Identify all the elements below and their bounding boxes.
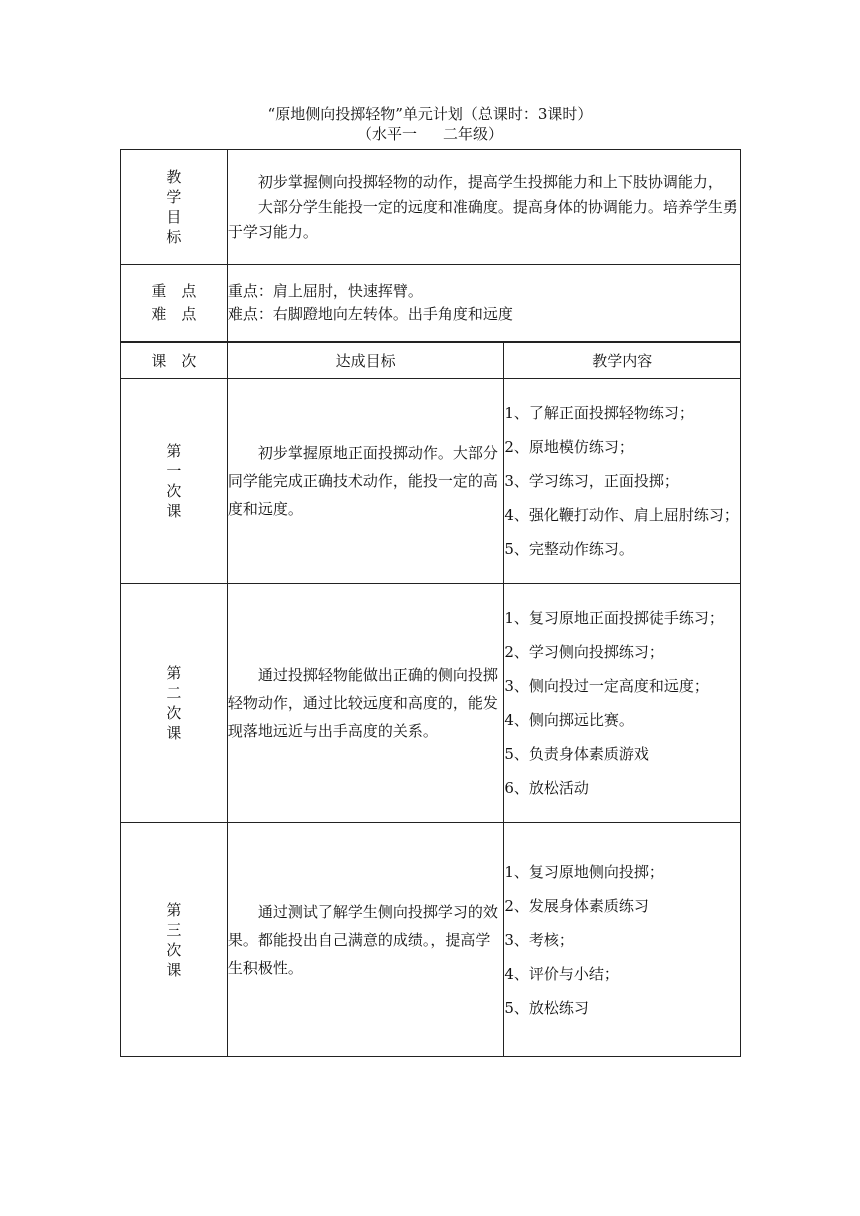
lesson-2-goal: 通过投掷轻物能做出正确的侧向投掷轻物动作，通过比较远度和高度的，能发现落地远近与出手高度的关系。	[227, 666, 498, 740]
lesson-3-item-3: 3、考核；	[504, 930, 574, 949]
lesson-2-item-3: 3、侧向投过一定高度和远度；	[504, 677, 709, 695]
lesson-3-item-1: 1、复习原地侧向投掷；	[504, 862, 664, 881]
lesson-row-3	[121, 823, 741, 1057]
objectives-paragraph-2: 大部分学生能投一定的远度和准确度。提高身体的协调能力。培养学生勇于学习能力。	[227, 197, 738, 241]
lesson-1-content-cell	[504, 379, 741, 584]
lesson-3-goal-cell	[227, 823, 504, 1057]
key-points-label-cell	[121, 265, 228, 342]
key-point-label: 重 点	[151, 282, 197, 300]
key-points-row	[121, 265, 741, 342]
key-point-text: 重点：肩上屈肘，快速挥臂。	[227, 282, 423, 300]
lesson-1-goal: 初步掌握原地正面投掷动作。大部分同学能完成正确技术动作，能投一定的高度和远度。	[227, 444, 498, 518]
lesson-3-item-5: 5、放松练习	[504, 998, 589, 1017]
lesson-3-item-2: 2、发展身体素质练习	[504, 896, 649, 915]
header-content: 教学内容	[504, 343, 741, 379]
lesson-row-2	[121, 584, 741, 823]
subtitle-level: （水平一	[356, 125, 417, 143]
key-points-cell	[227, 265, 740, 342]
lesson-1-item-3: 3、学习练习，正面投掷；	[504, 472, 679, 490]
lesson-2-label-cell	[121, 584, 228, 823]
objectives-row	[121, 150, 741, 265]
objectives-label-cell	[121, 150, 228, 265]
lesson-1-item-1: 1、了解正面投掷轻物练习；	[504, 404, 694, 422]
header-goal: 达成目标	[227, 343, 504, 379]
lesson-1-goal-cell	[227, 379, 504, 584]
difficulty-label: 难 点	[151, 305, 197, 323]
lesson-1-item-4: 4、强化鞭打动作、肩上屈肘练习；	[504, 506, 739, 524]
lesson-3-label-cell	[121, 823, 228, 1057]
lesson-table-header	[121, 343, 741, 379]
lesson-table	[120, 342, 741, 1057]
header-lesson: 课 次	[121, 343, 228, 379]
document-subtitle	[0, 124, 860, 144]
lesson-2-item-1: 1、复习原地正面投掷徒手练习；	[504, 609, 724, 627]
objectives-cell	[227, 150, 740, 265]
objectives-paragraph-1: 初步掌握侧向投掷轻物的动作，提高学生投掷能力和上下肢协调能力，	[257, 172, 723, 191]
lesson-1-item-5: 5、完整动作练习。	[504, 540, 634, 558]
lesson-2-label: 第 二 次 课	[166, 664, 182, 742]
document-title: “原地侧向投掷轻物”单元计划（总课时：3课时）	[267, 105, 593, 123]
plan-header-table	[120, 149, 741, 342]
objectives-label: 教 学 目 标	[166, 168, 182, 246]
difficulty-text: 难点：右脚蹬地向左转体。出手角度和远度	[227, 305, 513, 323]
lesson-3-goal: 通过测试了解学生侧向投掷学习的效果。都能投出自己满意的成绩。，提高学生积极性。	[227, 902, 498, 977]
lesson-1-label-cell	[121, 379, 228, 584]
lesson-row-1	[121, 379, 741, 584]
lesson-1-label: 第 一 次 课	[166, 442, 182, 520]
lesson-2-goal-cell	[227, 584, 504, 823]
lesson-2-item-4: 4、侧向掷远比赛。	[504, 711, 634, 729]
subtitle-grade: 二年级）	[443, 125, 504, 143]
lesson-2-item-5: 5、负责身体素质游戏	[504, 745, 649, 763]
lesson-2-item-6: 6、放松活动	[504, 779, 589, 797]
lesson-3-label: 第 三 次 课	[166, 900, 182, 979]
lesson-2-item-2: 2、学习侧向投掷练习；	[504, 643, 664, 661]
lesson-3-content-cell	[504, 823, 741, 1057]
lesson-3-item-4: 4、评价与小结；	[504, 964, 619, 983]
lesson-2-content-cell	[504, 584, 741, 823]
lesson-1-item-2: 2、原地模仿练习；	[504, 438, 634, 456]
